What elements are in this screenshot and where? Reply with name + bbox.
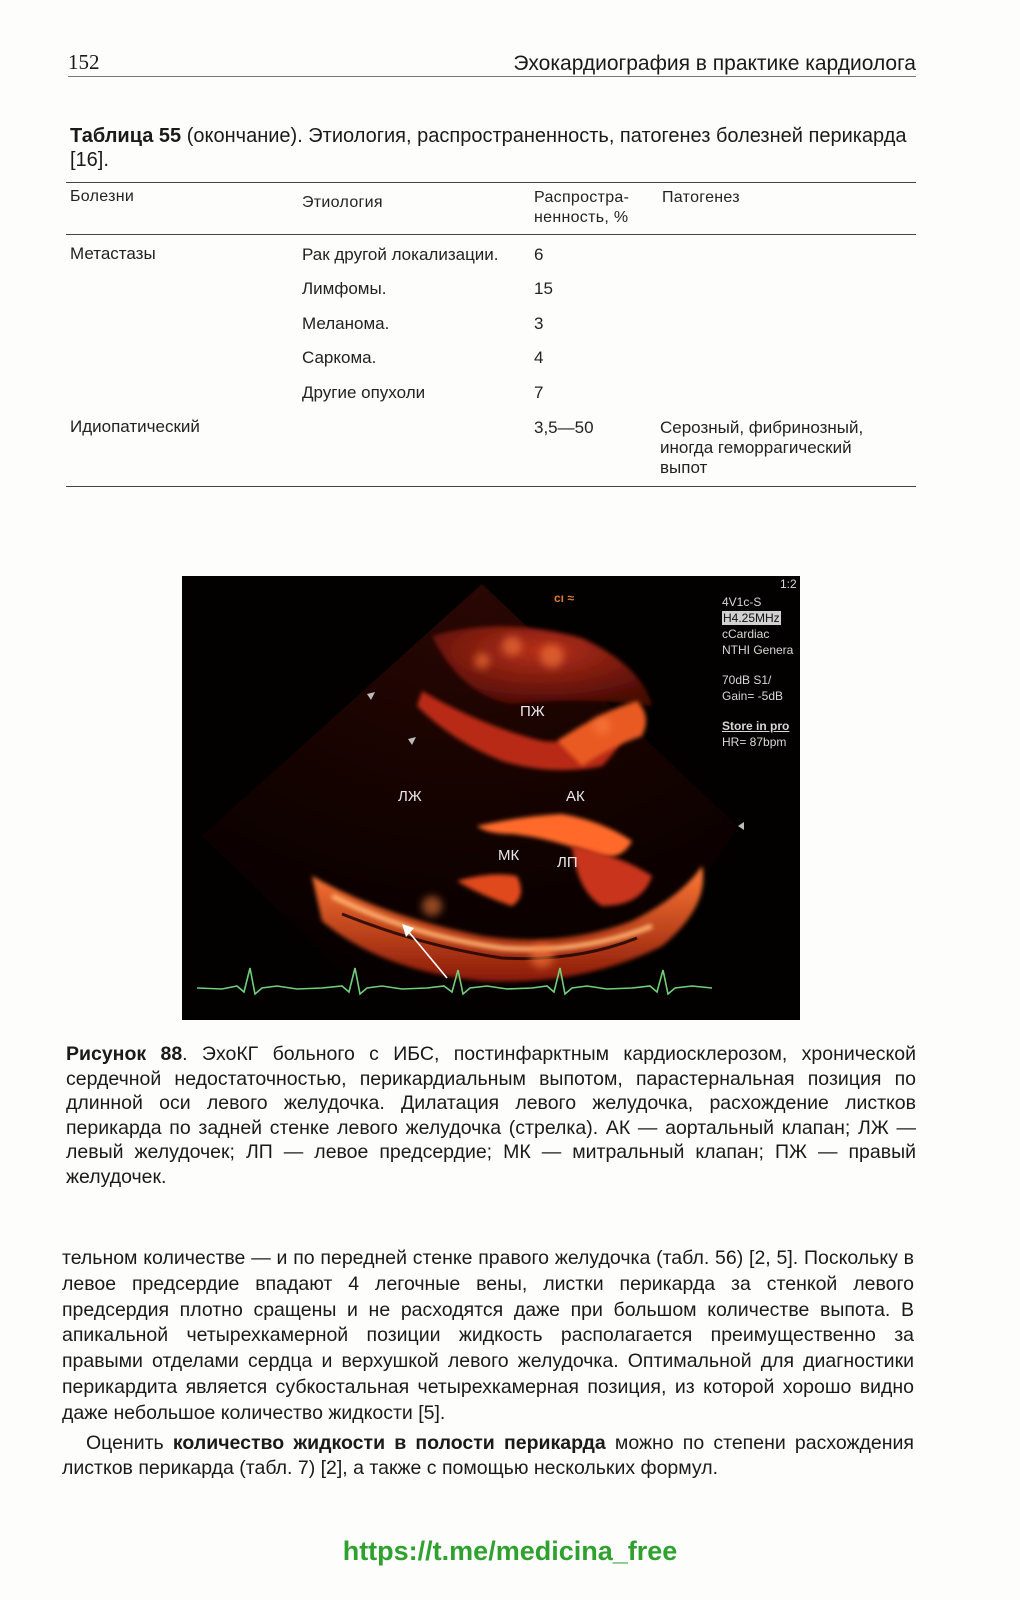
cell-pathogenesis-2: иногда геморрагический (660, 438, 852, 457)
figure-caption-label: Рисунок 88 (66, 1043, 183, 1065)
page-number: 152 (68, 50, 100, 74)
db-setting: 70dB S1/ (722, 673, 772, 687)
label-mk: МК (498, 847, 520, 864)
store-status: Store in pro (722, 719, 790, 733)
cell-prevalence: 15 (534, 279, 553, 298)
figure-caption-text: . ЭхоКГ больного с ИБС, постинфарктным кардиосклерозом, хронической сердечной недостаточностью, перикардиальным выпотом, парастернальная позиция по длинной оси левого желудочка. Дилатация левого желудочка, расхождение листков перикарда по задней стенке левого желудочка (стрелка). АК — аортальный клапан; ЛЖ — левый желудочек; ЛП — левое предсердие; МК — митральный клапан; ПЖ — правый желудочек. (66, 1043, 916, 1188)
table-header-rule (66, 234, 916, 235)
settings-panel (722, 594, 793, 750)
table-top-rule (66, 182, 916, 183)
heart-rate: HR= 87bpm (722, 735, 787, 749)
echo-image (182, 576, 800, 1020)
cell-prevalence: 4 (534, 348, 544, 367)
cell-prevalence: 3 (534, 314, 544, 333)
label-ak: АК (566, 788, 585, 805)
col-header-pathogenesis: Патогенез (662, 189, 740, 206)
paragraph-end: можно по степени расхождения листков перикарда (табл. 7) [2], а также с помощью нескольких формул. (62, 1431, 914, 1480)
cell-etiology: Лимфомы. (302, 279, 387, 298)
gain-setting: Gain= -5dB (722, 689, 784, 703)
cell-etiology: Меланома. (302, 314, 390, 333)
mode: NTHI Genera (722, 643, 794, 657)
cell-disease: Метастазы (70, 244, 156, 263)
probe-name: 4V1c-S (722, 595, 762, 609)
preset: cCardiac (722, 627, 770, 641)
cell-etiology: Другие опухоли (302, 383, 426, 402)
cell-prevalence: 7 (534, 383, 544, 402)
paragraph: тельном количестве — и по передней стенке правого желудочка (табл. 56) [2, 5]. Поскольку в левое предсердие впадают 4 легочные вены, листки перикарда за стенкой левого предсердия плотно сращены и не расходятся даже при большом количестве выпота. В апикальной четырехкамерной позиции жидкость располагается преимущественно за правыми отделами сердца и верхушкой левого желудочка. Оптимальной для диагностики перикардита является субкостальная четырехкамерная позиция, из которой хорошо видно даже небольшое количество жидкости [5]. (62, 1247, 914, 1424)
table-caption-text: (окончание). Этиология, распространенность, патогенез болезней перикарда [16]. (70, 125, 907, 171)
footer-link[interactable]: https://t.me/medicina_free (342, 1536, 678, 1566)
cell-pathogenesis-3: выпот (660, 458, 708, 477)
figure-caption (66, 1042, 916, 1190)
col-header-prevalence-1: Распростра- (534, 189, 630, 206)
running-title: Эхокардиография в практике кардиолога (513, 52, 916, 75)
cell-etiology: Саркома. (302, 348, 377, 367)
cell-etiology: Рак другой локализации. (302, 245, 499, 264)
table-bottom-rule (66, 486, 916, 487)
col-header-diseases: Болезни (70, 188, 135, 205)
table-caption (70, 124, 916, 172)
col-header-prevalence-2: ненность, % (534, 209, 629, 226)
cell-disease: Идиопатический (70, 417, 200, 436)
label-rv: ПЖ (520, 703, 545, 720)
frame-number: 1:2 (780, 577, 797, 591)
paragraph (62, 1431, 914, 1483)
frequency: H4.25MHz (723, 611, 780, 625)
paragraph-bold: количество жидкости в полости перикарда (172, 1431, 606, 1454)
cell-prevalence: 3,5—50 (534, 418, 594, 437)
echo-figure (182, 576, 800, 1020)
cell-pathogenesis-1: Серозный, фибринозный, (660, 418, 864, 437)
label-lp: ЛП (557, 854, 578, 871)
paragraph-start: Оценить (86, 1431, 173, 1454)
label-lv: ЛЖ (398, 788, 422, 805)
cell-prevalence: 6 (534, 245, 544, 264)
table-caption-label: Таблица 55 (70, 125, 182, 147)
header-rule (68, 76, 916, 77)
body-text (62, 1246, 914, 1482)
probe-icon: cı ≈ (554, 591, 574, 605)
col-header-etiology: Этиология (302, 194, 383, 211)
